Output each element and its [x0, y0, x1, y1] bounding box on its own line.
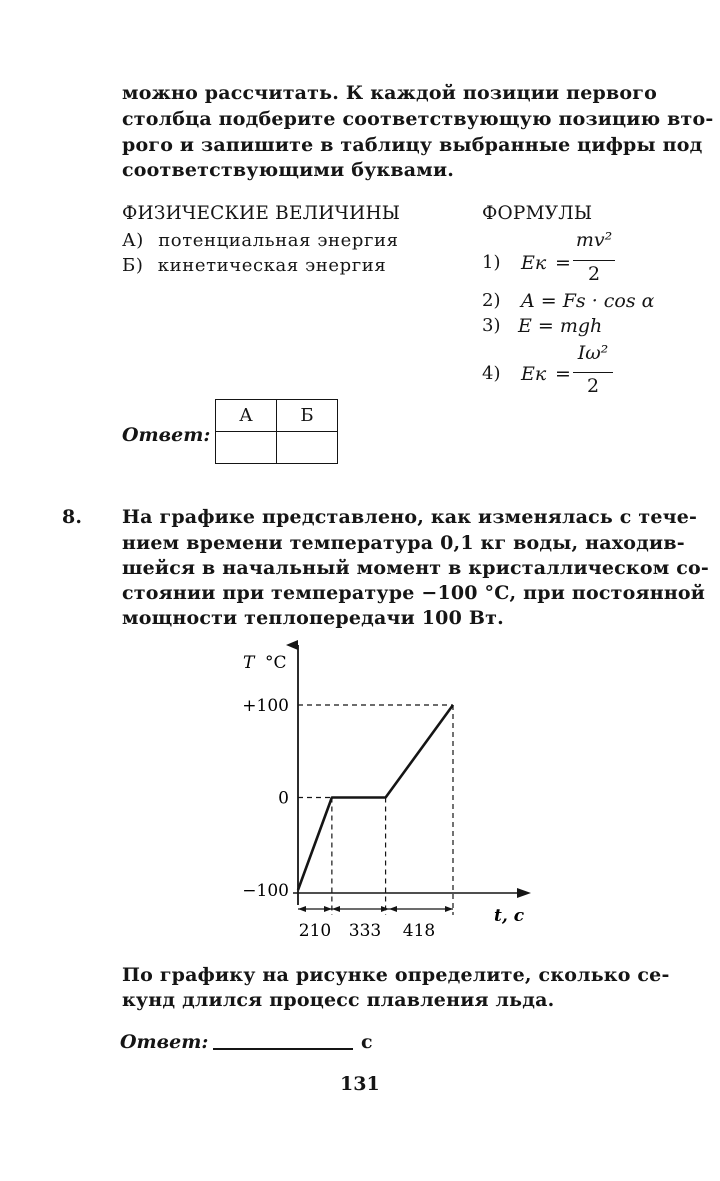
- interval-label: 333: [348, 921, 382, 941]
- task-line: нием времени температура 0,1 кг воды, находив-: [122, 532, 685, 554]
- intro-line: столбца подберите соответствующую позицию вто-: [122, 108, 714, 130]
- formula-2-expr: A = Fs · cos α: [521, 290, 655, 312]
- formula-1-lhs: Eк: [521, 252, 547, 274]
- formulas-header: ФОРМУЛЫ: [482, 203, 593, 224]
- x-axis-arrow: [517, 888, 531, 898]
- arrowhead: [445, 906, 453, 912]
- intro-line: рого и запишите в таблицу выбранные цифры под: [122, 134, 703, 156]
- y-tick-label: +100: [242, 696, 289, 716]
- quantity-text: потенциальная энергия: [158, 230, 399, 251]
- y-axis-unit: °C: [265, 653, 287, 673]
- interval-label: 418: [402, 921, 436, 941]
- task-line: стоянии при температуре −100 °С, при постоянной: [122, 582, 706, 604]
- intro-line: соответствующими буквами.: [122, 159, 455, 181]
- question-line: По графику на рисунке определите, сколько се-: [122, 964, 670, 986]
- formula-3-number: 3): [482, 315, 501, 336]
- y-axis-label: T: [243, 653, 255, 673]
- quantity-text: кинетическая энергия: [157, 255, 387, 276]
- quantity-letter: Б): [122, 255, 144, 276]
- formula-3-expr: E = mgh: [518, 315, 603, 337]
- question-line: кунд длился процесс плавления льда.: [122, 989, 555, 1011]
- quantity-letter: А): [122, 230, 144, 251]
- answer-label: Ответ:: [122, 424, 211, 446]
- arrowhead: [389, 906, 397, 912]
- arrowhead: [324, 906, 332, 912]
- task-line: мощности теплопередачи 100 Вт.: [122, 607, 504, 629]
- formula-4-denominator: 2: [586, 375, 600, 397]
- formula-2-number: 2): [482, 290, 501, 311]
- answer-header-b: Б: [277, 400, 338, 432]
- answer-unit: с: [361, 1031, 373, 1053]
- formula-4-number: 4): [482, 363, 501, 384]
- intro-line: можно рассчитать. К каждой позиции первого: [122, 82, 657, 104]
- answer-label: Ответ:: [120, 1031, 209, 1053]
- y-tick-label: 0: [278, 788, 289, 809]
- formula-1-denominator: 2: [587, 263, 601, 285]
- equals-sign: =: [555, 252, 571, 274]
- arrowhead: [332, 906, 340, 912]
- answer-blank-line[interactable]: [213, 1048, 353, 1050]
- y-tick-label: −100: [242, 881, 289, 901]
- page-number: 131: [340, 1073, 380, 1095]
- temperature-series: [298, 705, 453, 890]
- task-line: шейся в начальный момент в кристаллическом со-: [122, 557, 709, 579]
- formula-4-numerator: Iω²: [577, 342, 609, 364]
- formula-1-number: 1): [482, 252, 501, 273]
- interval-label: 210: [298, 921, 332, 941]
- formula-1-numerator: mv²: [575, 229, 613, 251]
- formula-4-lhs: Eк: [521, 363, 547, 385]
- task-line: На графике представлено, как изменялась с тече-: [122, 506, 698, 528]
- quantities-header: ФИЗИЧЕСКИЕ ВЕЛИЧИНЫ: [122, 203, 401, 224]
- task-number: 8.: [62, 506, 83, 528]
- equals-sign: =: [555, 363, 571, 385]
- x-axis-label: t, с: [494, 906, 525, 926]
- answer-header-a: А: [216, 400, 277, 432]
- arrowhead: [298, 906, 306, 912]
